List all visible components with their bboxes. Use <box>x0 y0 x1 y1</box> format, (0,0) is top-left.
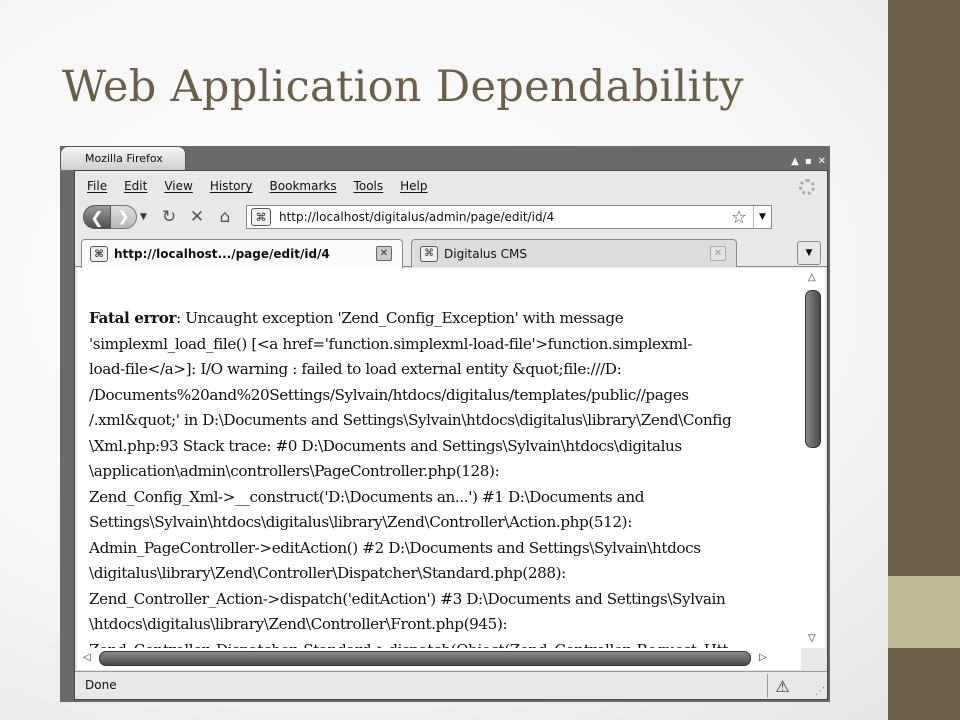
scroll-down-icon[interactable]: ▽ <box>808 633 816 644</box>
history-dropdown-button[interactable]: ▼ <box>140 212 147 222</box>
tab-strip <box>75 237 827 267</box>
error-message <box>89 306 789 663</box>
site-icon: ⌘ <box>420 246 438 262</box>
window-controls <box>791 156 826 167</box>
warning-icon[interactable]: ⚠ <box>767 674 797 698</box>
status-text: Done <box>85 678 117 692</box>
error-line: \Xml.php:93 Stack trace: #0 D:\Documents and Settings\Sylvain\htdocs\digitalus <box>89 436 682 455</box>
menu-bar <box>75 171 827 195</box>
tab-digitalus-cms[interactable] <box>411 239 737 267</box>
menu-file[interactable]: File <box>87 179 108 193</box>
home-icon[interactable]: ⌂ <box>219 207 231 227</box>
error-line: Admin_PageController->editAction() #2 D:\Documents and Settings\Sylvain\htdocs <box>89 538 701 557</box>
site-icon: ⌘ <box>251 208 271 226</box>
error-line: Zend_Config_Xml->__construct('D:\Documents an...') #1 D:\Documents and <box>89 487 645 506</box>
forward-button[interactable] <box>111 205 137 229</box>
scroll-left-icon[interactable]: ◁ <box>83 652 91 663</box>
back-button[interactable] <box>83 205 111 229</box>
error-line: Settings\Sylvain\htdocs\digitalus\library\Zend\Controller\Action.php(512): <box>89 513 632 531</box>
status-bar <box>75 671 827 699</box>
resize-grip-icon[interactable]: ⋰ <box>815 686 825 697</box>
error-line: 'simplexml_load_file() [<a href='function.simplexml-load-file'>function.simplexml- <box>89 334 692 353</box>
menu-tools[interactable]: Tools <box>353 179 384 193</box>
tab-list-button[interactable]: ▼ <box>797 241 821 265</box>
browser-window <box>74 170 828 700</box>
menu-view[interactable]: View <box>164 179 193 193</box>
forward-icon: ❯ <box>117 209 130 225</box>
tab-label: Digitalus CMS <box>444 246 527 261</box>
scroll-right-icon[interactable]: ▷ <box>759 652 767 663</box>
slide-title: Web Application Dependability <box>62 62 744 112</box>
tab-page-edit[interactable] <box>81 239 403 268</box>
horizontal-scroll-thumb[interactable] <box>99 651 751 666</box>
slide-accent-bar-top <box>888 0 960 576</box>
window-title: Mozilla Firefox <box>60 146 186 170</box>
back-icon: ❮ <box>90 207 104 227</box>
error-line: Zend_Controller_Action->dispatch('editAction') #3 D:\Documents and Settings\Sylvain <box>89 589 726 608</box>
throbber-icon <box>799 179 815 195</box>
browser-screenshot <box>60 146 830 702</box>
close-icon[interactable]: ✕ <box>710 246 726 261</box>
stop-icon[interactable]: ✕ <box>189 207 205 227</box>
error-line: Fatal error: Uncaught exception 'Zend_Config_Exception' with message <box>89 309 624 327</box>
menu-history[interactable]: History <box>209 179 253 193</box>
close-icon[interactable]: ✕ <box>376 246 392 261</box>
minimize-icon[interactable]: ▲ <box>791 156 799 167</box>
error-line: load-file</a>]: I/O warning : failed to load external entity &quot;file:///D: <box>89 360 622 378</box>
close-icon[interactable]: ✕ <box>817 156 826 167</box>
star-icon[interactable]: ☆ <box>730 206 747 228</box>
navigation-toolbar <box>75 201 827 233</box>
menu-edit[interactable]: Edit <box>124 179 148 193</box>
horizontal-scrollbar[interactable] <box>77 648 801 670</box>
restore-icon[interactable]: ▪ <box>804 156 812 167</box>
menu-help[interactable]: Help <box>400 179 428 193</box>
page-content <box>77 268 801 648</box>
menu-bookmarks[interactable]: Bookmarks <box>269 179 337 193</box>
error-line: \digitalus\library\Zend\Controller\Dispatcher\Standard.php(288): <box>89 564 566 582</box>
error-line: /.xml&quot;' in D:\Documents and Settings\Sylvain\htdocs\digitalus\library\Zend\Config <box>89 411 732 429</box>
slide-accent-bar-bottom <box>888 648 960 720</box>
vertical-scroll-thumb[interactable] <box>805 290 821 448</box>
site-icon: ⌘ <box>90 246 108 262</box>
tab-label: http://localhost.../page/edit/id/4 <box>114 247 330 261</box>
reload-icon[interactable]: ↻ <box>161 207 177 227</box>
error-line: \application\admin\controllers\PageController.php(128): <box>89 462 500 480</box>
error-line: \htdocs\digitalus\library\Zend\Controller\Front.php(945): <box>89 615 508 633</box>
error-label: Fatal error <box>89 309 177 327</box>
url-text[interactable]: http://localhost/digitalus/admin/page/edit/id/4 <box>279 210 555 224</box>
error-line: /Documents%20and%20Settings/Sylvain/htdocs/digitalus/templates/public//pages <box>89 385 689 404</box>
vertical-scrollbar[interactable] <box>801 268 825 648</box>
slide-accent-bar-middle <box>888 576 960 648</box>
address-bar[interactable] <box>246 205 772 229</box>
scroll-up-icon[interactable]: △ <box>808 272 816 283</box>
url-dropdown-button[interactable]: ▼ <box>753 206 771 228</box>
